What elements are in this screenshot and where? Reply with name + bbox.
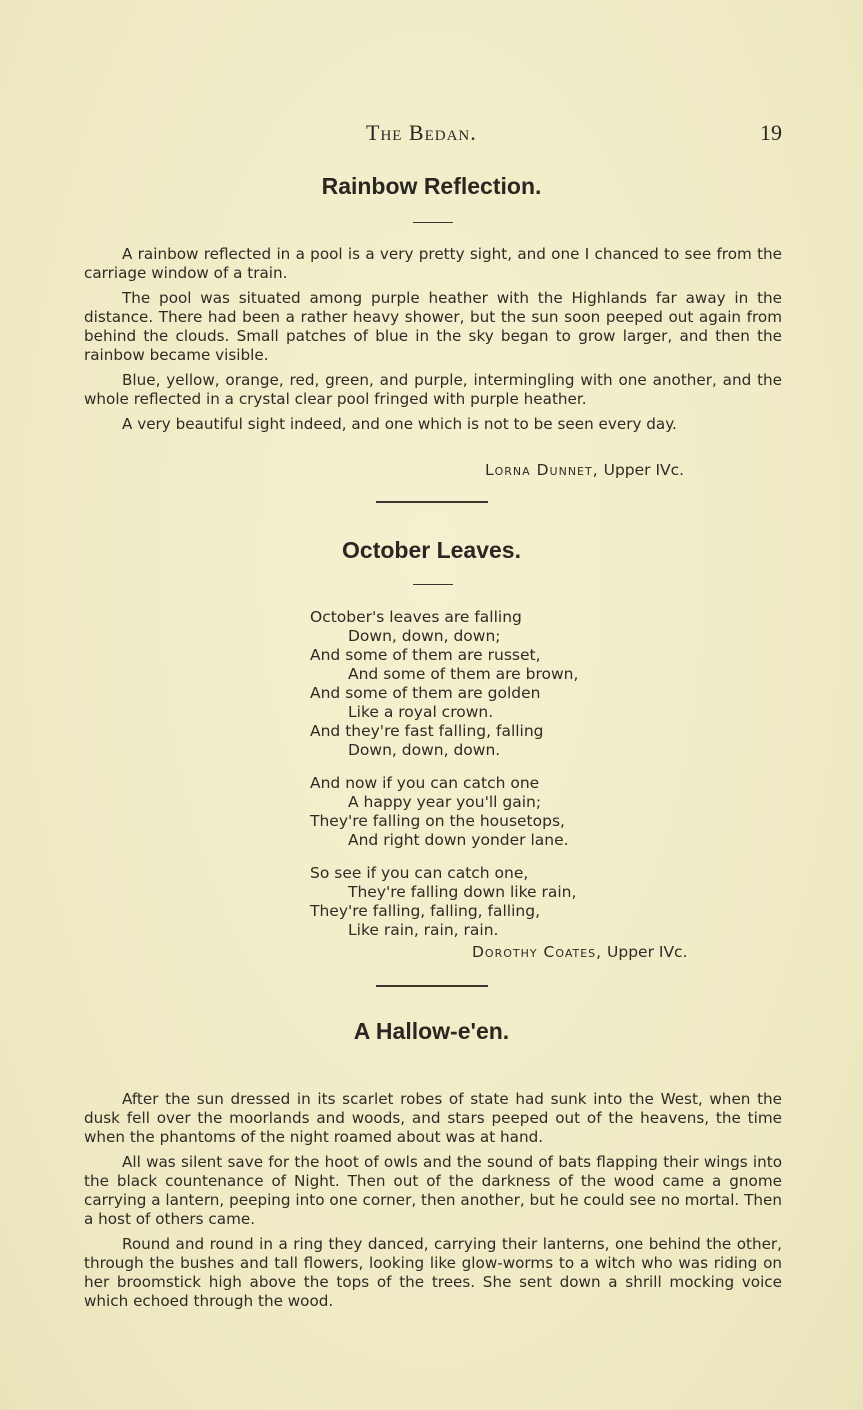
poem-line: They're falling on the housetops, — [310, 812, 565, 830]
poem-stanza — [310, 774, 578, 850]
poem-line: They're falling, falling, falling, — [310, 902, 541, 920]
section-divider — [376, 985, 488, 987]
title-rule — [413, 222, 453, 223]
article-title-october: October Leaves. — [342, 537, 521, 563]
section-divider — [376, 501, 488, 503]
running-title: The Bedan. — [366, 120, 477, 145]
paragraph: A rainbow reflected in a pool is a very pretty sight, and one I chanced to see from the carriage window of a train. — [84, 245, 782, 282]
poem-line: Down, down, down. — [348, 741, 501, 759]
page-number: 19 — [760, 120, 782, 145]
poem-line: October's leaves are falling — [310, 608, 522, 626]
poem-line: Down, down, down; — [348, 627, 501, 645]
byline-october — [472, 943, 688, 961]
poem-line: Like a royal crown. — [348, 703, 494, 721]
poem-line: And some of them are brown, — [348, 665, 579, 683]
article-body-rainbow — [84, 245, 782, 440]
article-title-rainbow: Rainbow Reflection. — [321, 173, 542, 199]
title-rule — [413, 584, 453, 585]
article-body-hallowe-en — [84, 1090, 782, 1317]
page-header — [0, 120, 863, 150]
paragraph: All was silent save for the hoot of owls and the sound of bats flapping their wings into the black countenance of Night. Then out of the darkness of the wood came a gnome carrying a lantern, peeping into one corner, then another, but he could see no mortal. Then a host of others came. — [84, 1153, 782, 1228]
poem-line: So see if you can catch one, — [310, 864, 529, 882]
author-form: Upper IVc. — [603, 461, 685, 479]
poem-line: Like rain, rain, rain. — [348, 921, 499, 939]
author-name: Dorothy Coates, — [472, 943, 603, 961]
poem-line: And now if you can catch one — [310, 774, 540, 792]
poem-line: And some of them are russet, — [310, 646, 541, 664]
paragraph: A very beautiful sight indeed, and one which is not to be seen every day. — [122, 415, 677, 433]
paragraph: The pool was situated among purple heather with the Highlands far away in the distance. There had been a rather heavy shower, but the sun soon peeped out again from behind the clouds. Small patches of blue in the sky began to grow larger, and then the rainbow became visible. — [84, 289, 782, 364]
article-title-hallowe-en: A Hallow-e'en. — [353, 1018, 510, 1044]
poem-stanza — [310, 864, 578, 940]
poem-line: And right down yonder lane. — [348, 831, 569, 849]
poem-october-leaves — [310, 608, 578, 954]
paragraph: After the sun dressed in its scarlet robes of state had sunk into the West, when the dusk fell over the moorlands and woods, and stars peeped out of the heavens, the time when the phantoms of the night roamed about was at hand. — [84, 1090, 782, 1146]
author-name: Lorna Dunnet, — [485, 461, 599, 479]
poem-line: A happy year you'll gain; — [348, 793, 542, 811]
paragraph: Round and round in a ring they danced, carrying their lanterns, one behind the other, through the bushes and tall flowers, looking like glow-worms to a witch who was riding on her broomstick high above the tops of the trees. She sent down a shrill mocking voice which echoed through the wood. — [84, 1235, 782, 1310]
poem-stanza — [310, 608, 578, 760]
poem-line: And some of them are golden — [310, 684, 541, 702]
byline-rainbow — [485, 461, 684, 479]
author-form: Upper IVc. — [607, 943, 688, 961]
paragraph: Blue, yellow, orange, red, green, and purple, intermingling with one another, and the whole reflected in a crystal clear pool fringed with purple heather. — [84, 371, 782, 408]
poem-line: And they're fast falling, falling — [310, 722, 544, 740]
poem-line: They're falling down like rain, — [348, 883, 577, 901]
